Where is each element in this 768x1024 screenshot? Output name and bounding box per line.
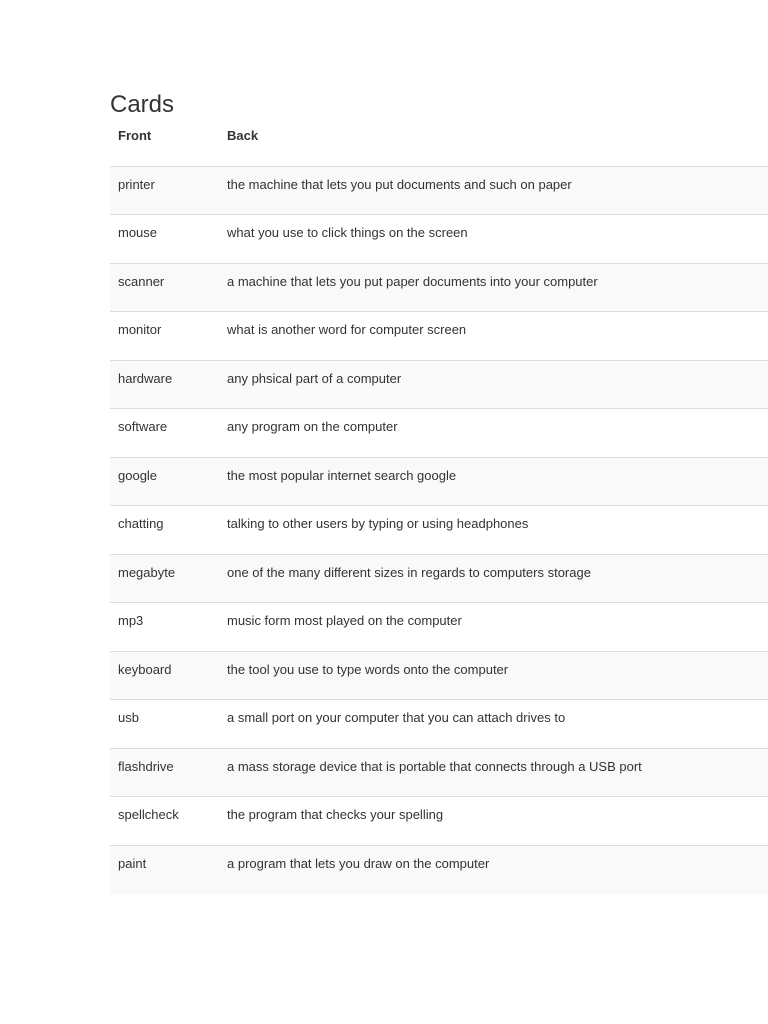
table-row	[110, 748, 768, 797]
table-row	[110, 409, 768, 458]
card-back: the tool you use to type words onto the computer	[219, 651, 768, 700]
card-front: printer	[110, 166, 219, 215]
card-front: mp3	[110, 603, 219, 652]
table-row	[110, 797, 768, 846]
card-back: a mass storage device that is portable that connects through a USB port	[219, 748, 768, 797]
table-row	[110, 700, 768, 749]
table-row	[110, 506, 768, 555]
card-back: talking to other users by typing or using headphones	[219, 506, 768, 555]
card-back: any phsical part of a computer	[219, 360, 768, 409]
column-header-front: Front	[118, 128, 152, 143]
table-row	[110, 360, 768, 409]
card-front: monitor	[110, 312, 219, 361]
card-back: what is another word for computer screen	[219, 312, 768, 361]
card-front: hardware	[110, 360, 219, 409]
card-back: a small port on your computer that you can attach drives to	[219, 700, 768, 749]
card-back: one of the many different sizes in regards to computers storage	[219, 554, 768, 603]
table-row	[110, 651, 768, 700]
table-body	[110, 166, 768, 894]
table-header	[110, 118, 768, 166]
card-front: software	[110, 409, 219, 458]
table-row	[110, 845, 768, 894]
card-back: the most popular internet search google	[219, 457, 768, 506]
card-front: keyboard	[110, 651, 219, 700]
table-row	[110, 215, 768, 264]
table-row	[110, 263, 768, 312]
table-row	[110, 457, 768, 506]
card-back: a program that lets you draw on the computer	[219, 845, 768, 894]
header-row	[110, 118, 768, 166]
card-back: any program on the computer	[219, 409, 768, 458]
card-back: a machine that lets you put paper documents into your computer	[219, 263, 768, 312]
card-front: chatting	[110, 506, 219, 555]
card-front: megabyte	[110, 554, 219, 603]
table-row	[110, 603, 768, 652]
card-front: mouse	[110, 215, 219, 264]
card-front: google	[110, 457, 219, 506]
card-front: paint	[110, 845, 219, 894]
card-back: what you use to click things on the screen	[219, 215, 768, 264]
cards-table	[110, 118, 768, 894]
table-row	[110, 312, 768, 361]
card-front: flashdrive	[110, 748, 219, 797]
page-title: Cards	[110, 91, 175, 118]
column-header-back: Back	[227, 128, 259, 143]
card-front: spellcheck	[110, 797, 219, 846]
card-back: music form most played on the computer	[219, 603, 768, 652]
table-row	[110, 554, 768, 603]
card-back: the program that checks your spelling	[219, 797, 768, 846]
card-front: scanner	[110, 263, 219, 312]
table-row	[110, 166, 768, 215]
card-back: the machine that lets you put documents and such on paper	[219, 166, 768, 215]
card-front: usb	[110, 700, 219, 749]
